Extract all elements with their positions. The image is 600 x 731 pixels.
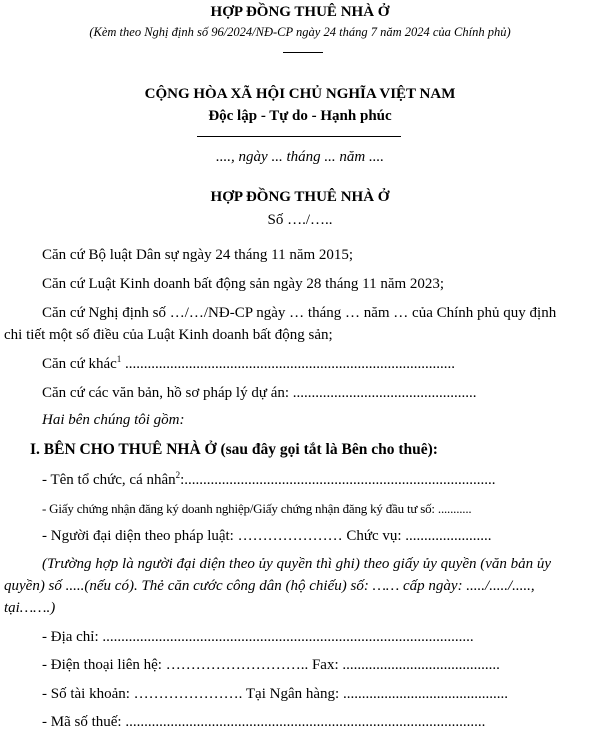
- footnote-2: 2: [175, 470, 181, 480]
- basis-decree-line2: chi tiết một số điều của Luật Kinh doanh bất động sản;: [4, 327, 333, 343]
- national-motto: Độc lập - Tự do - Hạnh phúc: [208, 108, 392, 124]
- place-date-line: ...., ngày ... tháng ... năm ....: [216, 149, 384, 165]
- basis-civil-code: Căn cứ Bộ luật Dân sự ngày 24 tháng 11 năm 2015;: [42, 247, 354, 263]
- proxy-line2: quyền) số .....(nếu có). Thẻ căn cước công dân (hộ chiếu) số: …… cấp ngày: ...../...../.....,: [4, 578, 535, 594]
- footnote-1: 1: [116, 354, 122, 364]
- lessor-representative: - Người đại diện theo pháp luật: ………………… Chức vụ: .......................: [42, 528, 492, 544]
- lessor-phone-fax: - Điện thoại liên hệ: ……………………….. Fax: ..........................................: [42, 657, 500, 673]
- lessor-org-dots: :...................................................................................: [180, 472, 496, 488]
- parties-intro: Hai bên chúng tôi gồm:: [42, 412, 185, 428]
- lessor-org-name: [42, 472, 496, 489]
- lessor-business-cert: - Giấy chứng nhận đăng ký doanh nghiệp/Giấy chứng nhận đăng ký đầu tư số: ...........: [42, 501, 472, 516]
- lessor-address: - Địa chỉ: ...................................................................................................: [42, 629, 474, 645]
- basis-decree-line1: Căn cứ Nghị định số …/…/NĐ-CP ngày … tháng … năm … của Chính phủ quy định: [42, 305, 557, 321]
- basis-other-dots: ........................................................................................: [121, 356, 456, 372]
- proxy-line1: (Trường hợp là người đại diện theo ủy quyền thì ghi) theo giấy ủy quyền (văn bản ủy: [42, 556, 552, 572]
- basis-other-label: Căn cứ khác: [42, 356, 117, 372]
- contract-number: Số …./…..: [267, 212, 333, 228]
- national-name: CỘNG HÒA XÃ HỘI CHỦ NGHĨA VIỆT NAM: [144, 86, 456, 102]
- doc-header-subtitle: (Kèm theo Nghị định số 96/2024/NĐ-CP ngày 24 tháng 7 năm 2024 của Chính phủ): [89, 25, 511, 39]
- lessor-org-label: - Tên tổ chức, cá nhân: [42, 472, 176, 488]
- section1-heading: I. BÊN CHO THUÊ NHÀ Ở (sau đây gọi tắt là Bên cho thuê):: [30, 441, 438, 458]
- basis-real-estate-law: Căn cứ Luật Kinh doanh bất động sản ngày 28 tháng 11 năm 2023;: [42, 276, 445, 292]
- proxy-line3: tại…….): [4, 600, 56, 616]
- basis-legal-docs: Căn cứ các văn bản, hồ sơ pháp lý dự án: .................................................: [42, 385, 477, 401]
- doc-header-title: HỢP ĐỒNG THUÊ NHÀ Ở: [210, 4, 390, 20]
- lessor-bank-account: - Số tài khoản: …………………. Tại Ngân hàng: ............................................: [42, 686, 508, 702]
- lessor-tax-code: - Mã số thuế: ................................................................................................: [42, 714, 486, 730]
- motto-underline: [197, 136, 401, 137]
- contract-title: HỢP ĐỒNG THUÊ NHÀ Ở: [210, 189, 390, 205]
- basis-other: [42, 356, 455, 373]
- header-divider: [283, 52, 323, 53]
